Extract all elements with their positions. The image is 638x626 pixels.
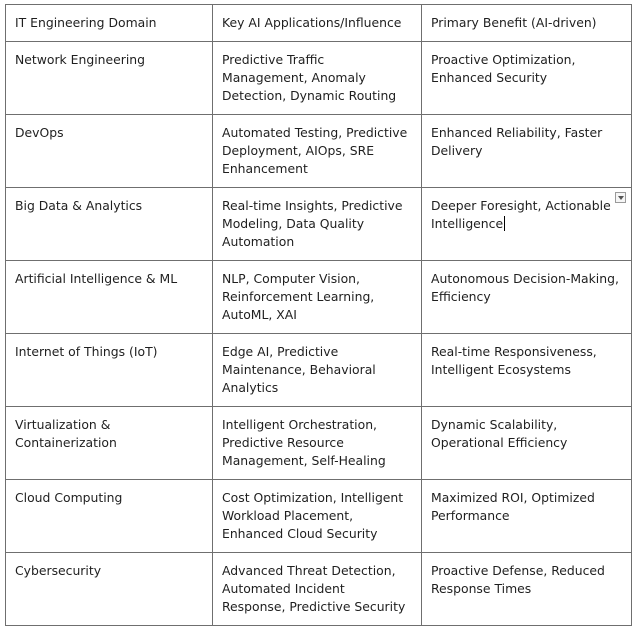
chevron-down-icon[interactable] xyxy=(615,192,626,203)
domain-cell[interactable]: Big Data & Analytics xyxy=(6,188,213,261)
applications-cell[interactable]: Cost Optimization, Intelligent Workload Placement, Enhanced Cloud Security xyxy=(213,480,422,553)
table-row xyxy=(6,42,632,115)
table-header-row xyxy=(6,5,632,42)
applications-cell[interactable]: Advanced Threat Detection, Automated Incident Response, Predictive Security xyxy=(213,553,422,626)
table-row xyxy=(6,407,632,480)
table-row xyxy=(6,115,632,188)
domain-cell[interactable]: DevOps xyxy=(6,115,213,188)
benefit-cell-active[interactable] xyxy=(422,188,632,261)
domain-cell[interactable]: Artificial Intelligence & ML xyxy=(6,261,213,334)
table-row xyxy=(6,188,632,261)
applications-cell[interactable]: Intelligent Orchestration, Predictive Resource Management, Self-Healing xyxy=(213,407,422,480)
benefit-cell[interactable]: Real-time Responsiveness, Intelligent Ecosystems xyxy=(422,334,632,407)
table-row xyxy=(6,334,632,407)
domain-cell[interactable]: Cloud Computing xyxy=(6,480,213,553)
applications-cell[interactable]: NLP, Computer Vision, Reinforcement Learning, AutoML, XAI xyxy=(213,261,422,334)
applications-cell[interactable]: Real-time Insights, Predictive Modeling, Data Quality Automation xyxy=(213,188,422,261)
header-cell-applications[interactable]: Key AI Applications/Influence xyxy=(213,5,422,42)
benefit-cell[interactable]: Enhanced Reliability, Faster Delivery xyxy=(422,115,632,188)
benefit-cell[interactable]: Dynamic Scalability, Operational Efficiency xyxy=(422,407,632,480)
domain-cell[interactable]: Cybersecurity xyxy=(6,553,213,626)
domain-cell[interactable]: Internet of Things (IoT) xyxy=(6,334,213,407)
benefit-cell[interactable]: Proactive Optimization, Enhanced Security xyxy=(422,42,632,115)
header-cell-benefit[interactable]: Primary Benefit (AI-driven) xyxy=(422,5,632,42)
ai-domains-table xyxy=(5,4,632,626)
domain-cell[interactable]: Network Engineering xyxy=(6,42,213,115)
text-cursor xyxy=(504,216,505,231)
domain-cell[interactable]: Virtualization & Containerization xyxy=(6,407,213,480)
header-cell-domain[interactable]: IT Engineering Domain xyxy=(6,5,213,42)
applications-cell[interactable]: Edge AI, Predictive Maintenance, Behavioral Analytics xyxy=(213,334,422,407)
benefit-cell[interactable]: Proactive Defense, Reduced Response Times xyxy=(422,553,632,626)
applications-cell[interactable]: Automated Testing, Predictive Deployment, AIOps, SRE Enhancement xyxy=(213,115,422,188)
table-row xyxy=(6,553,632,626)
table-row xyxy=(6,261,632,334)
benefit-cell[interactable]: Maximized ROI, Optimized Performance xyxy=(422,480,632,553)
table-row xyxy=(6,480,632,553)
applications-cell[interactable]: Predictive Traffic Management, Anomaly Detection, Dynamic Routing xyxy=(213,42,422,115)
benefit-cell-text: Deeper Foresight, Actionable Intelligence xyxy=(431,198,611,231)
benefit-cell[interactable]: Autonomous Decision-Making, Efficiency xyxy=(422,261,632,334)
